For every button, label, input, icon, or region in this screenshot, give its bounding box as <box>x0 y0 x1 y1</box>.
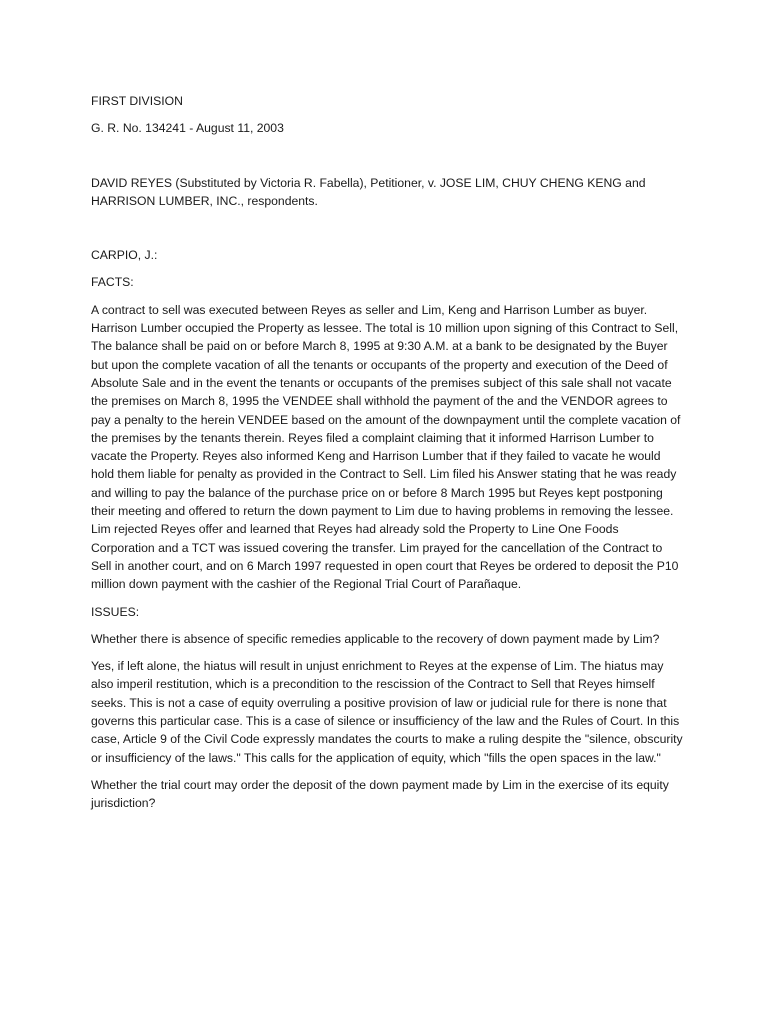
facts-paragraph: A contract to sell was executed between Reyes as seller and Lim, Keng and Harrison Lumber as buyer. Harrison Lumber occupied the Property as lessee. The total is 10 million upon signing of this Contract to Sell, The balance shall be paid on or before March 8, 1995 at 9:30 A.M. at a bank to be designated by the Buyer but upon the complete vacation of all the tenants or occupants of the property and execution of the Deed of Absolute Sale and in the event the tenants or occupants of the premises subject of this sale shall not vacate the premises on March 8, 1995 the VENDEE shall withhold the payment of the and the VENDOR agrees to pay a penalty to the herein VENDEE based on the amount of the downpayment until the complete vacation of the premises by the tenants therein. Reyes filed a complaint claiming that it informed Harrison Lumber to vacate the Property. Reyes also informed Keng and Harrison Lumber that if they failed to vacate he would hold them liable for penalty as provided in the Contract to Sell. Lim filed his Answer stating that he was ready and willing to pay the balance of the purchase price on or before 8 March 1995 but Reyes kept postponing their meeting and offered to return the down payment to Lim due to having problems in removing the lessee. Lim rejected Reyes offer and learned that Reyes had already sold the Property to Line One Foods Corporation and a TCT was issued covering the transfer. Lim prayed for the cancellation of the Contract to Sell in another court, and on 6 March 1997 requested in open court that Reyes be ordered to deposit the P10 million down payment with the cashier of the Regional Trial Court of Parañaque. <box>91 302 681 592</box>
case-number: G. R. No. 134241 - August 11, 2003 <box>91 121 284 136</box>
ponente: CARPIO, J.: <box>91 248 158 263</box>
division-heading: FIRST DIVISION <box>91 94 183 108</box>
answer-1: Yes, if left alone, the hiatus will result in unjust enrichment to Reyes at the expense of Lim. The hiatus may also imperil restitution, which is a precondition to the rescission of the Contract to Sell that Reyes himself seeks. This is not a case of equity overruling a positive provision of law or judicial rule for there is none that governs this particular case. This is a case of silence or insufficiency of the law and the Rules of Court. In this case, Article 9 of the Civil Code expressly mandates the courts to make a ruling despite the "silence, obscurity or insufficiency of the laws." This calls for the application of equity, which "fills the open spaces in the law." <box>91 659 683 765</box>
document-body <box>91 92 683 822</box>
facts-heading: FACTS: <box>91 275 134 290</box>
issue-1: Whether there is absence of specific remedies applicable to the recovery of down payment made by Lim? <box>91 631 660 646</box>
issues-heading: ISSUES: <box>91 604 140 619</box>
case-parties: DAVID REYES (Substituted by Victoria R. Fabella), Petitioner, v. JOSE LIM, CHUY CHENG KENG and HARRISON LUMBER, INC., respondents. <box>91 175 646 208</box>
issue-2: Whether the trial court may order the deposit of the down payment made by Lim in the exercise of its equity jurisdiction? <box>91 777 669 811</box>
